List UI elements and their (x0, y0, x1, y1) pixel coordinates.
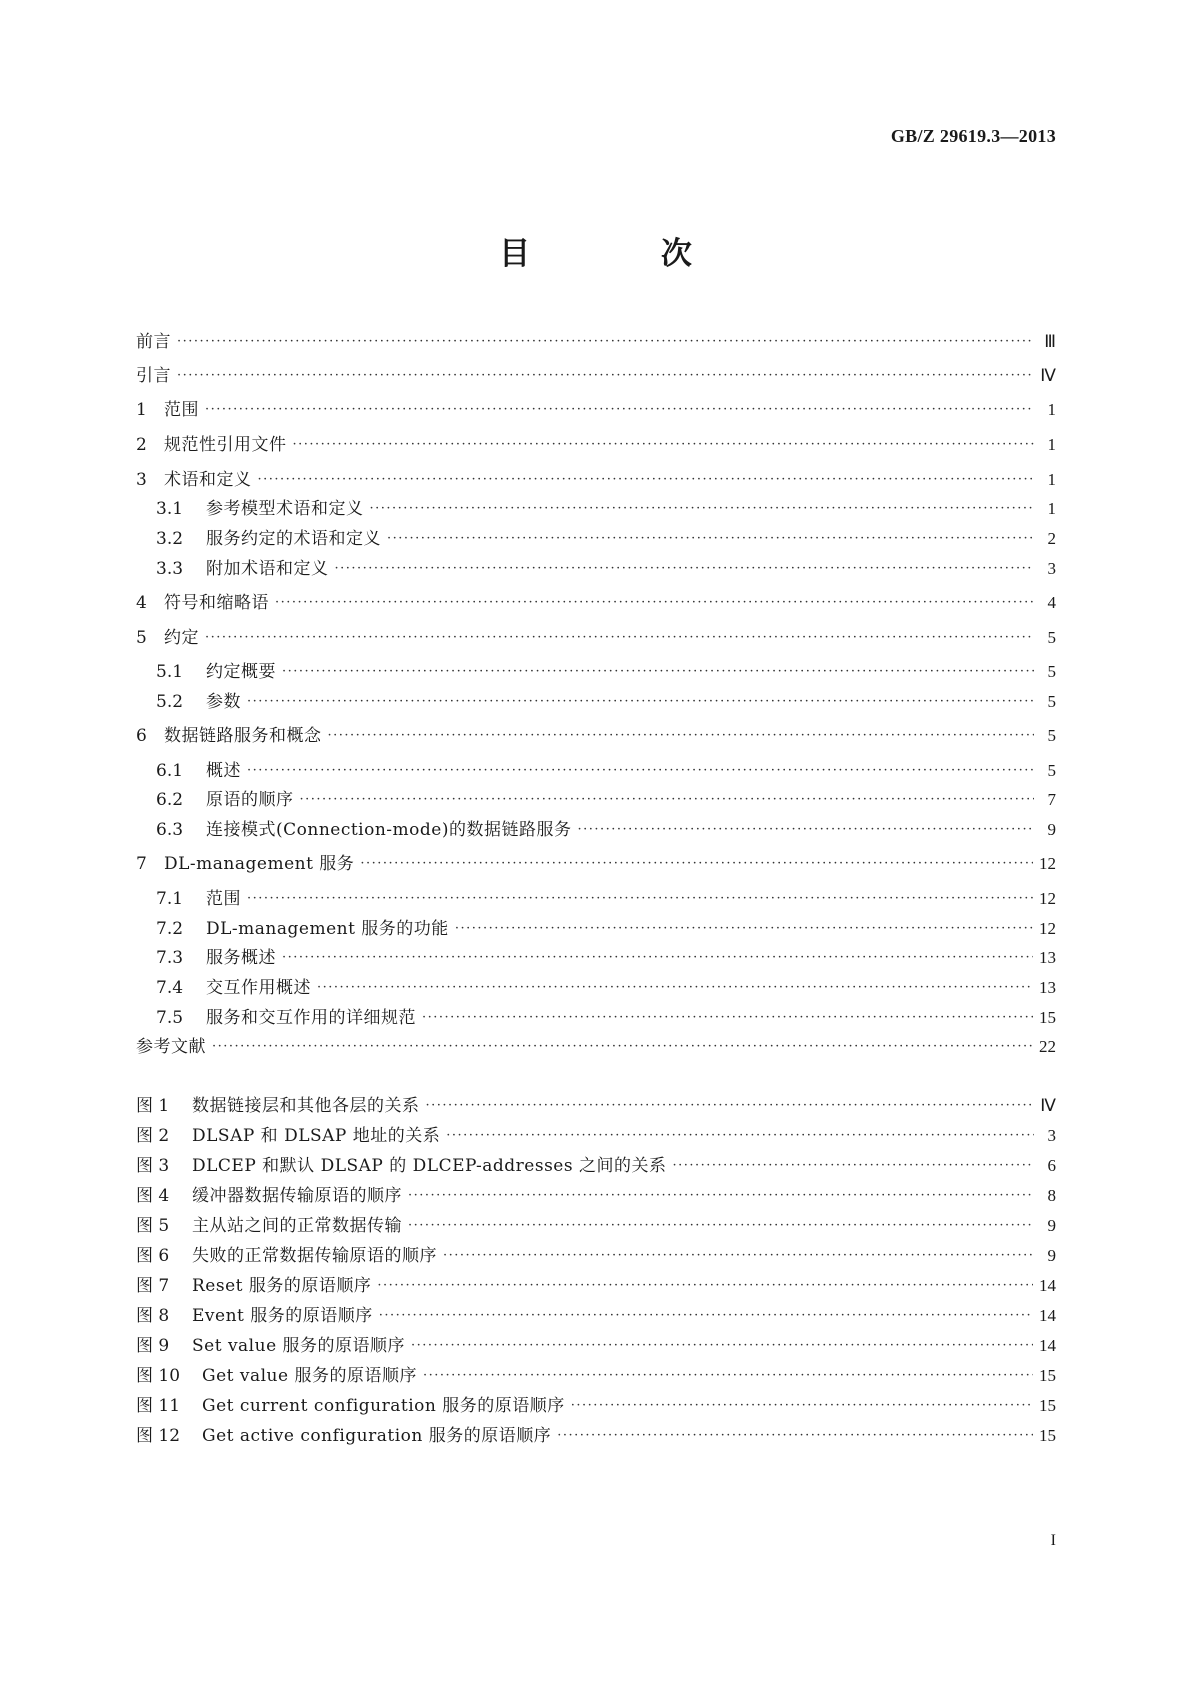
toc-label: 参考文献 (136, 1037, 206, 1057)
toc-label: 附加术语和定义 (206, 559, 329, 579)
figure-label: Get current configuration 服务的原语顺序 (202, 1396, 565, 1416)
toc-label: 约定概要 (206, 662, 276, 682)
toc-label: 引言 (136, 366, 171, 386)
toc-number: 4 (136, 593, 147, 613)
toc-page: 22 (1039, 1037, 1056, 1056)
toc-number: 3.1 (156, 499, 184, 519)
toc-entry[interactable] (156, 690, 1056, 714)
toc-page: 7 (1047, 790, 1056, 809)
dot-leader (379, 1304, 1033, 1328)
figure-number: 图 1 (136, 1096, 170, 1116)
toc-page: 1 (1047, 499, 1056, 518)
toc-entry[interactable] (156, 759, 1056, 783)
figure-label: DLCEP 和默认 DLSAP 的 DLCEP-addresses 之间的关系 (192, 1156, 667, 1176)
dot-leader (426, 1094, 1035, 1118)
toc-entry[interactable] (136, 626, 1056, 650)
toc-page: 14 (1039, 1336, 1056, 1355)
toc-number: 7.1 (156, 889, 184, 909)
toc-number: 1 (136, 400, 147, 420)
dot-leader (443, 1244, 1034, 1268)
toc-number: 6.1 (156, 761, 184, 781)
dot-leader (360, 852, 1033, 876)
dot-leader (293, 433, 1035, 457)
toc-entry[interactable] (136, 398, 1056, 422)
toc-number: 6 (136, 726, 147, 746)
figure-entry[interactable] (136, 1214, 1056, 1238)
figure-entry[interactable] (136, 1124, 1056, 1148)
toc-number: 3.3 (156, 559, 184, 579)
dot-leader (205, 626, 1034, 650)
page-number: I (1050, 1532, 1056, 1549)
toc-number: 7.5 (156, 1008, 184, 1028)
dot-leader (557, 1424, 1033, 1448)
figure-label: Reset 服务的原语顺序 (192, 1276, 372, 1296)
toc-label: 服务约定的术语和定义 (206, 529, 381, 549)
dot-leader (247, 690, 1034, 714)
toc-entry[interactable] (156, 946, 1056, 970)
toc-page: 2 (1047, 529, 1056, 548)
toc-entry[interactable] (136, 1035, 1056, 1059)
dot-leader (672, 1154, 1034, 1178)
toc-page: 9 (1047, 1216, 1056, 1235)
toc-page: 5 (1047, 761, 1056, 780)
toc-label: 原语的顺序 (206, 790, 294, 810)
toc-page: 9 (1047, 820, 1056, 839)
toc-label: 交互作用概述 (206, 978, 311, 998)
toc-number: 5.2 (156, 692, 184, 712)
dot-leader (205, 398, 1034, 422)
toc-number: 6.3 (156, 820, 184, 840)
dot-leader (377, 1274, 1033, 1298)
toc-label: 参考模型术语和定义 (206, 499, 364, 519)
figure-number: 图 4 (136, 1186, 170, 1206)
dot-leader (455, 917, 1033, 941)
toc-label: DL-management 服务 (164, 854, 355, 874)
dot-leader (258, 468, 1035, 492)
toc-label: 服务和交互作用的详细规范 (206, 1008, 416, 1028)
toc-page: 15 (1039, 1366, 1056, 1385)
figure-entry[interactable] (136, 1184, 1056, 1208)
figure-label: DLSAP 和 DLSAP 地址的关系 (192, 1126, 441, 1146)
toc-page: 13 (1039, 978, 1056, 997)
toc-label: 术语和定义 (164, 470, 252, 490)
toc-entry[interactable] (136, 591, 1056, 615)
toc-label: 符号和缩略语 (164, 593, 269, 613)
figure-label: 缓冲器数据传输原语的顺序 (192, 1186, 402, 1206)
dot-leader (300, 788, 1035, 812)
figure-number: 图 3 (136, 1156, 170, 1176)
toc-entry[interactable] (136, 852, 1056, 876)
toc-page: Ⅳ (1040, 1096, 1056, 1115)
toc-label: 范围 (164, 400, 199, 420)
toc-number: 2 (136, 435, 147, 455)
dot-leader (247, 887, 1033, 911)
figure-label: Event 服务的原语顺序 (192, 1306, 373, 1326)
dot-leader (571, 1394, 1033, 1418)
dot-leader (317, 976, 1033, 1000)
toc-page: Ⅲ (1044, 332, 1056, 351)
dot-leader (212, 1035, 1033, 1059)
toc-number: 7.2 (156, 919, 184, 939)
toc-page: 1 (1047, 470, 1056, 489)
dot-leader (247, 759, 1034, 783)
figure-label: 失败的正常数据传输原语的顺序 (192, 1246, 437, 1266)
dot-leader (387, 527, 1034, 551)
dot-leader (328, 724, 1035, 748)
toc-page: 1 (1047, 400, 1056, 419)
toc-page: 12 (1039, 889, 1056, 908)
dot-leader (370, 497, 1035, 521)
figure-entry[interactable] (136, 1424, 1056, 1448)
figure-label: 主从站之间的正常数据传输 (192, 1216, 402, 1236)
dot-leader (275, 591, 1034, 615)
page-title: 目 次 (499, 236, 752, 272)
toc-page: 12 (1039, 919, 1056, 938)
toc-page: 12 (1039, 854, 1056, 873)
toc-label: 前言 (136, 332, 171, 352)
dot-leader (177, 364, 1034, 388)
figure-number: 图 8 (136, 1306, 170, 1326)
figure-entry[interactable] (136, 1304, 1056, 1328)
toc-entry[interactable] (156, 887, 1056, 911)
figure-number: 图 7 (136, 1276, 170, 1296)
toc-entry[interactable] (136, 330, 1056, 354)
toc-number: 5.1 (156, 662, 184, 682)
toc-entry[interactable] (136, 468, 1056, 492)
toc-page: 15 (1039, 1426, 1056, 1445)
dot-leader (282, 660, 1034, 684)
toc-number: 3.2 (156, 529, 184, 549)
toc-entry[interactable] (136, 433, 1056, 457)
toc-number: 3 (136, 470, 147, 490)
toc-number: 7.3 (156, 948, 184, 968)
toc-page: 14 (1039, 1306, 1056, 1325)
toc-entry[interactable] (156, 527, 1056, 551)
figure-label: Get active configuration 服务的原语顺序 (202, 1426, 552, 1446)
dot-leader (577, 818, 1034, 842)
figure-number: 图 5 (136, 1216, 170, 1236)
figure-entry[interactable] (136, 1154, 1056, 1178)
toc-label: 概述 (206, 761, 241, 781)
figure-number: 图 10 (136, 1366, 181, 1386)
dot-leader (422, 1006, 1033, 1030)
dot-leader (423, 1364, 1033, 1388)
toc-page: 13 (1039, 948, 1056, 967)
figure-label: 数据链接层和其他各层的关系 (192, 1096, 420, 1116)
toc-entry[interactable] (156, 1006, 1056, 1030)
toc-entry[interactable] (156, 557, 1056, 581)
toc-page: 15 (1039, 1008, 1056, 1027)
dot-leader (408, 1214, 1034, 1238)
toc-entry[interactable] (156, 660, 1056, 684)
dot-leader (446, 1124, 1034, 1148)
figure-entry[interactable] (136, 1274, 1056, 1298)
figure-entry[interactable] (136, 1244, 1056, 1268)
toc-page: 9 (1047, 1246, 1056, 1265)
toc-label: 服务概述 (206, 948, 276, 968)
figure-number: 图 2 (136, 1126, 170, 1146)
toc-entry[interactable] (156, 917, 1056, 941)
toc-label: 规范性引用文件 (164, 435, 287, 455)
figure-entry[interactable] (136, 1394, 1056, 1418)
toc-label: 范围 (206, 889, 241, 909)
figure-number: 图 6 (136, 1246, 170, 1266)
toc-page: 5 (1047, 628, 1056, 647)
toc-page: 14 (1039, 1276, 1056, 1295)
toc-number: 7 (136, 854, 147, 874)
toc-page: 5 (1047, 692, 1056, 711)
dot-leader (335, 557, 1035, 581)
toc-page: 1 (1047, 435, 1056, 454)
toc-entry[interactable] (156, 788, 1056, 812)
standard-number: GB/Z 29619.3—2013 (890, 126, 1056, 146)
dot-leader (411, 1334, 1033, 1358)
figure-label: Get value 服务的原语顺序 (202, 1366, 417, 1386)
toc-entry[interactable] (136, 724, 1056, 748)
toc-label: 约定 (164, 628, 199, 648)
toc-page: 5 (1047, 662, 1056, 681)
dot-leader (408, 1184, 1034, 1208)
toc-entry[interactable] (156, 976, 1056, 1000)
toc-entry[interactable] (156, 497, 1056, 521)
toc-page: 8 (1047, 1186, 1056, 1205)
figure-entry[interactable] (136, 1334, 1056, 1358)
toc-label: DL-management 服务的功能 (206, 919, 449, 939)
figure-number: 图 11 (136, 1396, 181, 1416)
toc-page: 3 (1047, 559, 1056, 578)
toc-number: 6.2 (156, 790, 184, 810)
toc-entry[interactable] (136, 364, 1056, 388)
toc-page: 6 (1047, 1156, 1056, 1175)
figure-number: 图 9 (136, 1336, 170, 1356)
figure-entry[interactable] (136, 1364, 1056, 1388)
toc-entry[interactable] (156, 818, 1056, 842)
toc-label: 参数 (206, 692, 241, 712)
toc-number: 5 (136, 628, 147, 648)
toc-page: 3 (1047, 1126, 1056, 1145)
figure-number: 图 12 (136, 1426, 181, 1446)
toc-number: 7.4 (156, 978, 184, 998)
toc-page: Ⅳ (1040, 366, 1056, 385)
dot-leader (282, 946, 1033, 970)
toc-page: 4 (1047, 593, 1056, 612)
toc-label: 连接模式(Connection-mode)的数据链路服务 (206, 820, 572, 840)
toc-label: 数据链路服务和概念 (164, 726, 322, 746)
toc-page: 15 (1039, 1396, 1056, 1415)
toc-page: 5 (1047, 726, 1056, 745)
figure-label: Set value 服务的原语顺序 (192, 1336, 406, 1356)
figure-entry[interactable] (136, 1094, 1056, 1118)
dot-leader (177, 330, 1034, 354)
